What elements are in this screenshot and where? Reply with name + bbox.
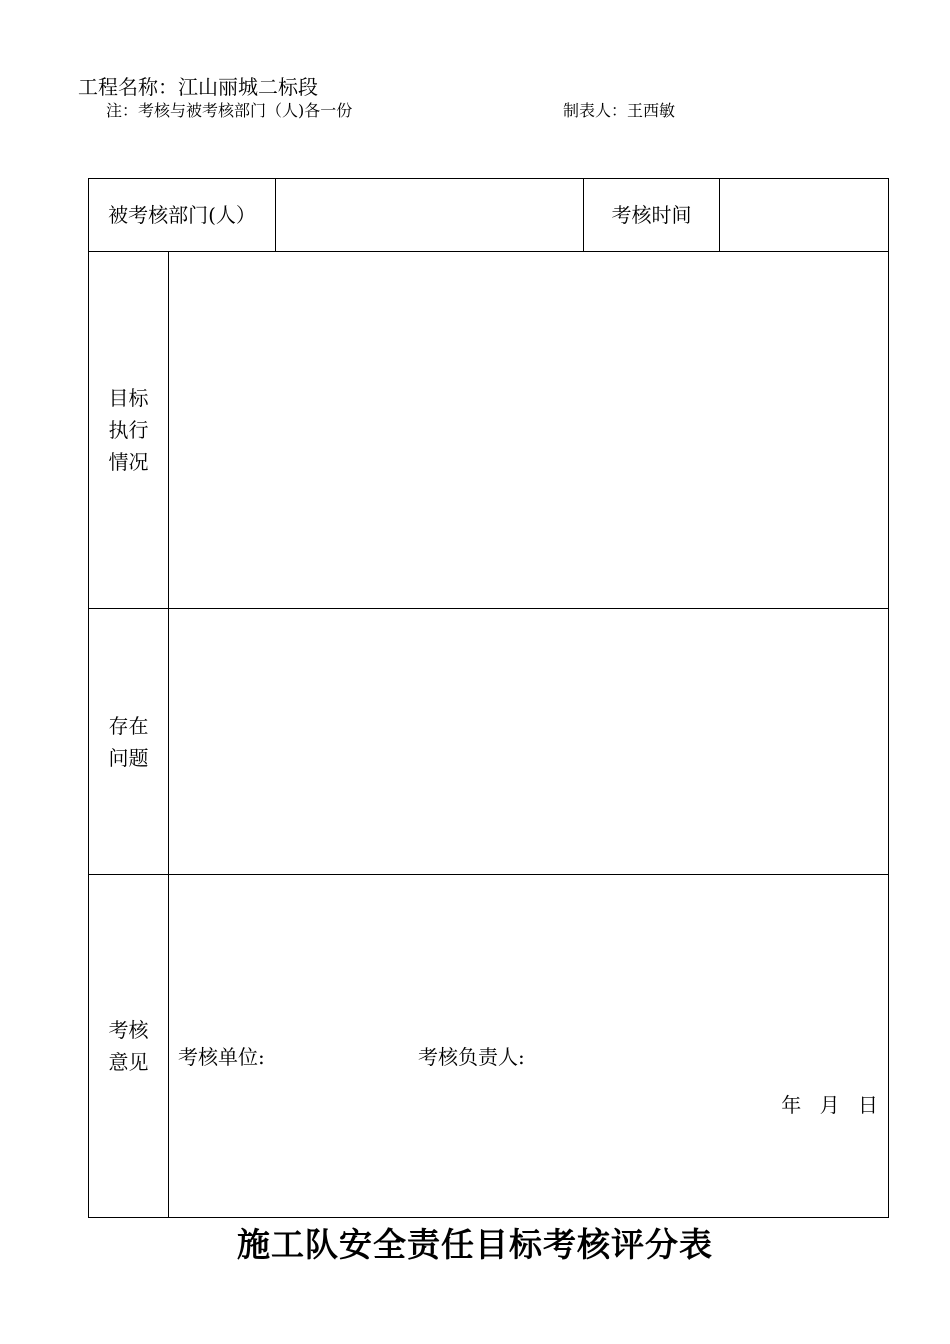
assessing-unit-label: 考核单位: [178, 1045, 265, 1069]
execution-label-line: 目标 [108, 386, 149, 410]
execution-label-line: 情况 [108, 450, 149, 474]
execution-label [89, 252, 169, 609]
project-name: 工程名称：江山丽城二标段 [78, 75, 318, 99]
copy-note: 注：考核与被考核部门（人)各一份 [106, 101, 353, 120]
opinion-row [89, 875, 889, 1218]
opinion-label-line: 意见 [108, 1050, 149, 1074]
opinion-date: 年 月 日 [781, 1093, 878, 1117]
problems-row [89, 609, 889, 875]
opinion-label-line: 考核 [108, 1018, 149, 1042]
problems-value[interactable] [169, 609, 889, 875]
assessment-time-label: 考核时间 [584, 179, 720, 252]
execution-value[interactable] [169, 252, 889, 609]
assessment-form-table [88, 178, 889, 1218]
assessing-person-label: 考核负责人: [418, 1045, 525, 1069]
assessment-time-value[interactable] [720, 179, 889, 252]
assessed-dept-label: 被考核部门(人） [89, 179, 276, 252]
preparer: 制表人：王西敏 [563, 101, 676, 120]
problems-label-line: 问题 [108, 745, 149, 770]
document-title: 施工队安全责任目标考核评分表 [237, 1225, 713, 1264]
problems-label-line: 存在 [108, 713, 149, 738]
opinion-value[interactable] [169, 875, 889, 1218]
assessed-dept-value[interactable] [276, 179, 584, 252]
problems-label [89, 609, 169, 875]
header-row [89, 179, 889, 252]
execution-label-line: 执行 [108, 418, 149, 442]
execution-row [89, 252, 889, 609]
opinion-label [89, 875, 169, 1218]
